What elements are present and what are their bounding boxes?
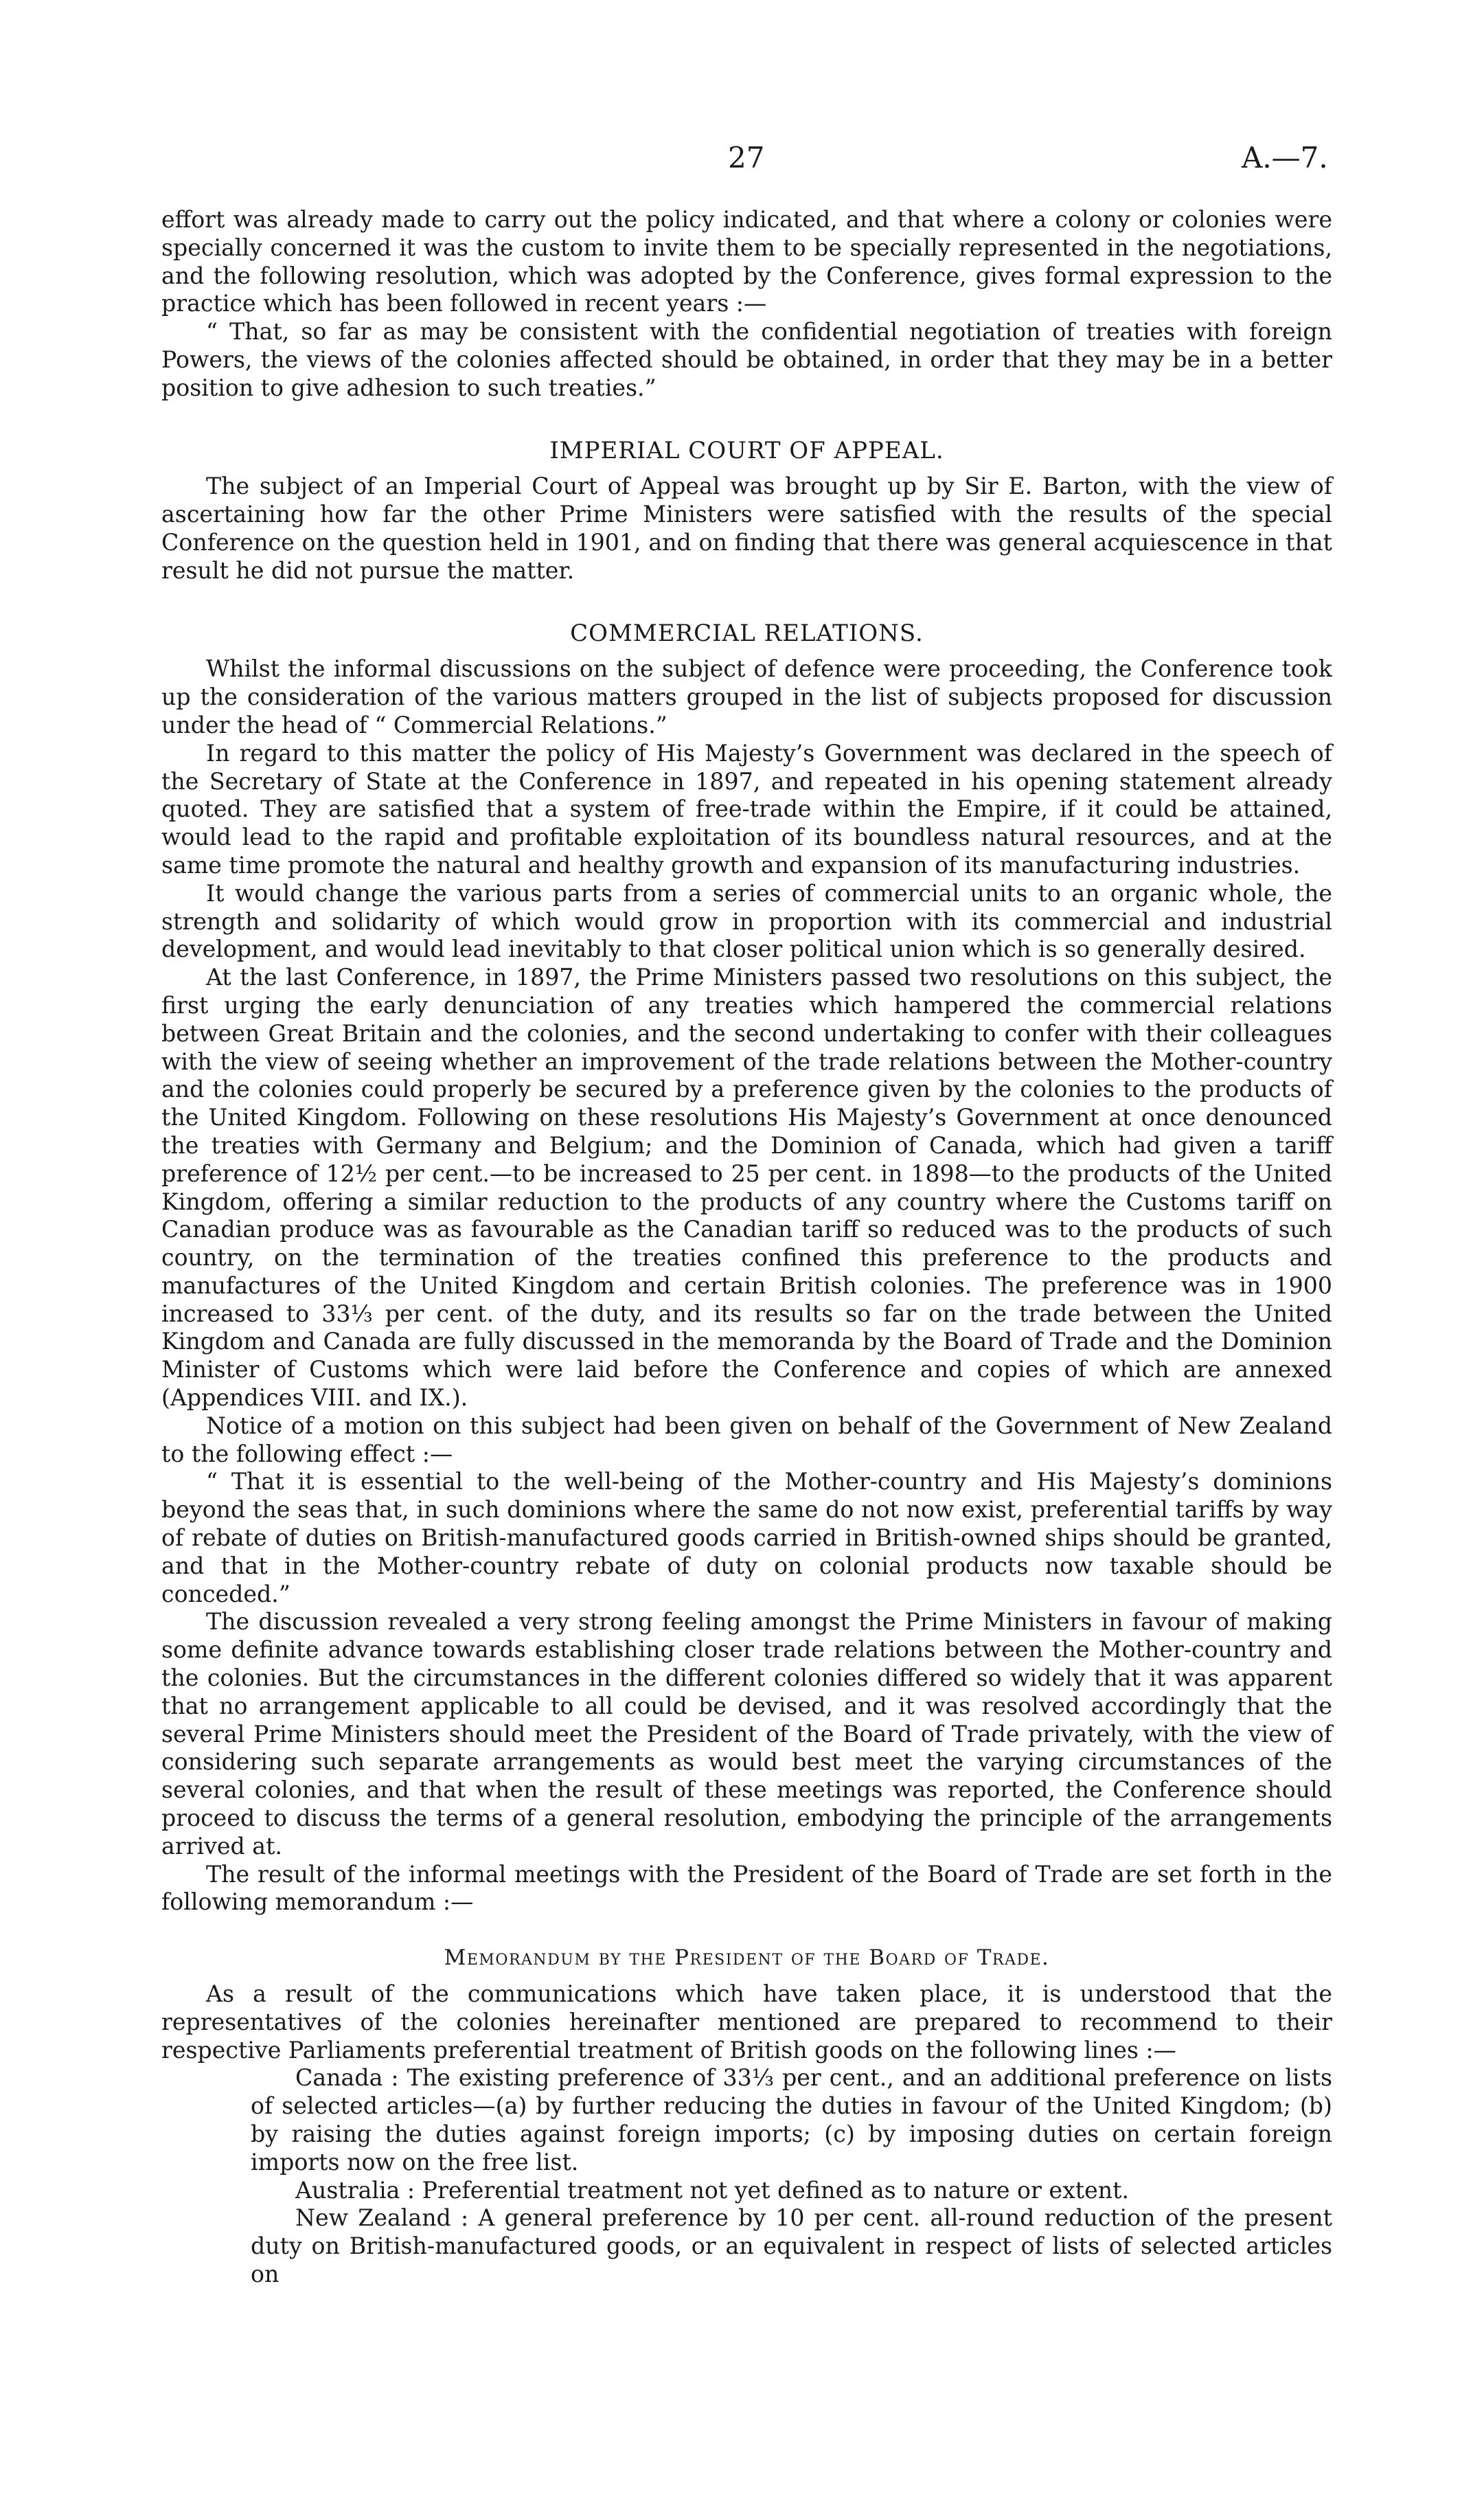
intro-paragraph: effort was already made to carry out the policy indicated, and that where a colony or colonies were specially concerned it was the custom to invite them to be specially represented in the negotiations, and the following resolution, which was adopted by the Conference, gives formal expression to the practice which has been followed in recent years :— xyxy=(161,206,1332,317)
canada-label: Canada : xyxy=(295,2064,399,2092)
commercial-paragraph-6: The discussion revealed a very strong feeling amongst the Prime Ministers in favour of making some definite advance towards establishing closer trade relations between the Mother-country and the colonies. But the circumstances in the different colonies differed so widely that it was apparent that no arrangement applicable to all could be devised, and it was resolved accordingly that the several Prime Ministers should meet the President of the Board of Trade privately, with the view of considering such separate arrangements as would best meet the varying circumstances of the several colonies, and that when the result of these meetings was reported, the Conference should proceed to discuss the terms of a general resolution, embodying the principle of the arrangements arrived at. xyxy=(161,1608,1332,1859)
memorandum-paragraph: As a result of the communications which have taken place, it is understood that the representatives of the colonies hereinafter mentioned are prepared to recommend to their respective Parliaments preferential treatment of British goods on the following lines :— xyxy=(161,1980,1332,2063)
australia-label: Australia : xyxy=(295,2176,415,2204)
treaty-resolution-quote: “ That, so far as may be consistent with the confidential negotiation of treaties with foreign Powers, the views of the colonies affected should be obtained, in order that they may be in a better position to give adhesion to such treaties.” xyxy=(161,318,1332,401)
commercial-paragraph-4: At the last Conference, in 1897, the Prime Ministers passed two resolutions on this subject, the first urging the early denunciation of any treaties which hampered the commercial relations between Great Britain and the colonies, and the second undertaking to confer with their colleagues with the view of seeing whether an improvement of the trade relations between the Mother-country and the colonies could properly be secured by a preference given by the colonies to the products of the United Kingdom. Following on these resolutions His Majesty’s Government at once denounced the treaties with Germany and Belgium; and the Dominion of Canada, which had given a tariff preference of 12½ per cent.—to be increased to 25 per cent. in 1898—to the products of the United Kingdom, offering a similar reduction to the products of any country where the Customs tariff on Canadian produce was as favourable as the Canadian tariff so reduced was to the products of such country, on the termination of the treaties confined this preference to the products and manufactures of the United Kingdom and certain British colonies. The preference was in 1900 increased to 33⅓ per cent. of the duty, and its results so far on the trade between the United Kingdom and Canada are fully discussed in the memoranda by the Board of Trade and the Dominion Minister of Customs which were laid before the Conference and copies of which are annexed (Appendices VIII. and IX.). xyxy=(161,964,1332,1412)
commercial-paragraph-5: Notice of a motion on this subject had been given on behalf of the Government of New Zealand to the following effect :— xyxy=(161,1412,1332,1467)
imperial-court-paragraph: The subject of an Imperial Court of Appeal was brought up by Sir E. Barton, with the view of ascertaining how far the other Prime Ministers were satisfied with the results of the special Conference on the question held in 1901, and on finding that there was general acquiescence in that result he did not pursue the matter. xyxy=(161,473,1332,584)
commercial-paragraph-2: In regard to this matter the policy of His Majesty’s Government was declared in the speech of the Secretary of State at the Conference in 1897, and repeated in his opening statement already quoted. They are satisfied that a system of free-trade within the Empire, if it could be attained, would lead to the rapid and profitable exploitation of its boundless natural resources, and at the same time promote the natural and healthy growth and expansion of its manufacturing industries. xyxy=(161,739,1332,879)
new-zealand-motion-quote: “ That it is essential to the well-being of the Mother-country and His Majesty’s dominions beyond the seas that, in such dominions where the same do not now exist, preferential tariffs by way of rebate of duties on British-manufactured goods carried in British-owned ships should be granted, and that in the Mother-country rebate of duty on colonial products now taxable should be conceded.” xyxy=(161,1468,1332,1607)
page-body xyxy=(161,206,1332,2289)
canada-item xyxy=(161,2064,1332,2176)
canada-text: The existing preference of 33⅓ per cent., and an additional preference on lists of selected articles—(a) by further reducing the duties in favour of the United Kingdom; (b) by raising the duties against foreign imports; (c) by imposing duties on certain foreign imports now on the free list. xyxy=(251,2064,1332,2175)
section-heading-imperial-court: IMPERIAL COURT OF APPEAL. xyxy=(549,436,944,464)
section-heading-commercial-relations: COMMERCIAL RELATIONS. xyxy=(570,619,924,647)
new-zealand-item xyxy=(161,2204,1332,2288)
document-reference: A.—7. xyxy=(1242,141,1328,174)
new-zealand-text: A general preference by 10 per cent. all-round reduction of the present duty on British-manufactured goods, or an equivalent in respect of lists of selected articles on xyxy=(251,2204,1333,2287)
australia-text: Preferential treatment not yet defined as to nature or extent. xyxy=(415,2176,1130,2204)
section-heading-memorandum: Memorandum by the President of the Board of Trade. xyxy=(444,1945,1050,1971)
australia-item xyxy=(161,2177,1332,2205)
commercial-paragraph-7: The result of the informal meetings with the President of the Board of Trade are set forth in the following memorandum :— xyxy=(161,1860,1332,1916)
commercial-paragraph-1: Whilst the informal discussions on the subject of defence were proceeding, the Conference took up the consideration of the various matters grouped in the list of subjects proposed for discussion under the head of “ Commercial Relations.” xyxy=(161,655,1332,738)
page-number: 27 xyxy=(728,141,765,174)
new-zealand-label: New Zealand : xyxy=(295,2204,469,2232)
commercial-paragraph-3: It would change the various parts from a series of commercial units to an organic whole, the strength and solidarity of which would grow in proportion with its commercial and industrial development, and would lead inevitably to that closer political union which is so generally desired. xyxy=(161,879,1332,963)
